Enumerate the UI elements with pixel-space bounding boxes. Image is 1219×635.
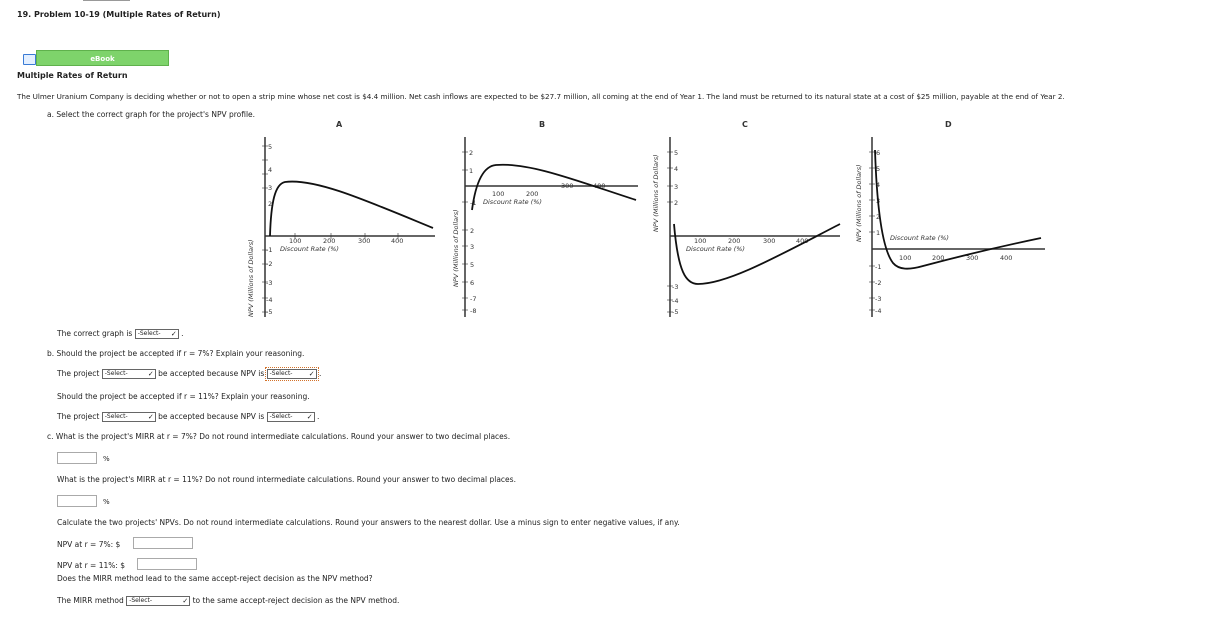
- graph-c-letter: C: [742, 120, 748, 129]
- graph-b-xtick: 100: [492, 190, 505, 198]
- graph-a-ytick: 3: [268, 184, 273, 192]
- graph-b-ytick: -8: [470, 307, 477, 315]
- chevron-down-icon: ✓: [308, 370, 315, 378]
- graph-a-ytick: -5: [266, 308, 273, 316]
- graph-d-xtick: 100: [899, 254, 912, 262]
- graph-c-xtick: 100: [694, 237, 707, 245]
- graph-a-ytick: 5: [268, 143, 273, 151]
- graph-d-xtick: 200: [932, 254, 945, 262]
- graph-d-ytick: 4: [876, 181, 881, 189]
- graph-a-ytick: -4: [266, 296, 273, 304]
- ebook-button[interactable]: eBook: [36, 50, 169, 66]
- graph-b-xtick: 400: [593, 182, 606, 190]
- npv-7-input[interactable]: [133, 537, 193, 549]
- graph-c-ytick: -4: [672, 297, 679, 305]
- graph-c-ytick: -3: [672, 283, 679, 291]
- part-c-question-1: c. What is the project's MIRR at r = 7%? Do not round intermediate calculations. Round your answer to two decimal places.: [47, 432, 511, 441]
- npv-11-input[interactable]: [137, 558, 197, 570]
- graph-c-xtick: 200: [728, 237, 741, 245]
- graph-b-ytick: 1: [469, 167, 474, 175]
- graph-d-ylabel: NPV (Millions of Dollars): [855, 164, 863, 242]
- mirr-7-input[interactable]: [57, 452, 97, 464]
- mirr-decision-select[interactable]: -Select- ✓: [126, 596, 190, 606]
- part-a-answer-row: The correct graph is -Select- ✓ .: [57, 329, 184, 338]
- graph-b-xtick: 200: [526, 190, 539, 198]
- graph-b-ytick: -1: [470, 199, 477, 207]
- graph-d-ytick: 1: [876, 229, 881, 237]
- part-a-question: a. Select the correct graph for the project's NPV profile.: [47, 110, 256, 119]
- book-icon: [23, 54, 36, 65]
- graph-a-ytick: -1: [266, 246, 273, 254]
- graph-a-ytick: 4: [268, 166, 273, 174]
- graph-c-ylabel: NPV (Millions of Dollars): [652, 154, 660, 232]
- graph-c-xlabel: Discount Rate (%): [686, 245, 745, 253]
- graph-b[interactable]: [450, 132, 650, 322]
- graph-a-xtick: 400: [391, 237, 404, 245]
- chevron-down-icon: ✓: [306, 413, 313, 421]
- graph-a-npv-curve: [270, 182, 433, 236]
- graph-a-ytick: -2: [266, 260, 273, 268]
- graph-d-ytick: 6: [876, 149, 881, 157]
- graph-d-ytick: 3: [876, 197, 881, 205]
- graph-c-ytick: -5: [672, 308, 679, 316]
- graph-d-ytick: 2: [876, 213, 881, 221]
- graph-a-letter: A: [336, 120, 343, 129]
- section-title: Multiple Rates of Return: [17, 71, 128, 80]
- mirr-row: The MIRR method -Select- ✓ to the same accept-reject decision as the NPV method.: [57, 596, 400, 605]
- graph-a-ytick: -3: [266, 279, 273, 287]
- graph-c-xtick: 300: [763, 237, 776, 245]
- graph-c-ytick: 2: [674, 199, 679, 207]
- graph-c-npv-curve: [674, 224, 840, 284]
- npv-11-label: NPV at r = 11%: $: [57, 561, 126, 570]
- graph-b-xtick: 300: [561, 182, 574, 190]
- graph-b-xlabel: Discount Rate (%): [483, 198, 542, 206]
- graph-c-xtick: 400: [796, 237, 809, 245]
- part-b-row-2: The project -Select- ✓ be accepted because NPV is -Select- ✓ .: [57, 412, 320, 421]
- chevron-down-icon: ✓: [147, 370, 154, 378]
- graph-d-npv-curve: [875, 150, 1041, 269]
- accept-select-11[interactable]: -Select- ✓: [102, 412, 156, 422]
- graph-b-ytick: 3: [470, 243, 475, 251]
- graph-c-ytick: 4: [674, 165, 679, 173]
- graph-d-xlabel: Discount Rate (%): [890, 234, 949, 242]
- graph-d-ytick: -2: [875, 279, 882, 287]
- graph-b-ytick: -7: [470, 295, 477, 303]
- graph-d-ytick: 5: [876, 165, 881, 173]
- graph-b-letter: B: [539, 120, 546, 129]
- part-b-question-2: Should the project be accepted if r = 11%? Explain your reasoning.: [57, 392, 310, 401]
- graph-b-ytick: 2: [469, 149, 474, 157]
- chevron-down-icon: ✓: [182, 597, 189, 605]
- graph-b-ytick: 6: [470, 279, 475, 287]
- mirr-question: Does the MIRR method lead to the same accept-reject decision as the NPV method?: [57, 574, 373, 583]
- chevron-down-icon: ✓: [170, 330, 177, 338]
- graph-select[interactable]: -Select- ✓: [135, 329, 179, 339]
- graph-b-ylabel: NPV (Millions of Dollars): [452, 209, 460, 287]
- part-b-question-1: b. Should the project be accepted if r = 7%? Explain your reasoning.: [47, 349, 305, 358]
- graph-b-ytick: 5: [470, 261, 475, 269]
- percent-label: %: [103, 455, 110, 463]
- npv-7-label: NPV at r = 7%: $: [57, 540, 121, 549]
- graph-c-ytick: 3: [674, 183, 679, 191]
- intro-text: The Ulmer Uranium Company is deciding whether or not to open a strip mine whose net cost is $4.4 million. Net cash inflows are expected to be $27.7 million, all coming at the end of Year 1. The land must be returned to its natural state at a cost of $25 million, payable at the end of Year 2.: [17, 92, 1065, 101]
- graph-a-xtick: 100: [289, 237, 302, 245]
- graph-d-ytick: -1: [875, 263, 882, 271]
- graph-d[interactable]: [853, 132, 1053, 322]
- graph-c[interactable]: [650, 132, 850, 322]
- graph-a-xtick: 200: [323, 237, 336, 245]
- part-a-answer-label: The correct graph is: [57, 329, 133, 338]
- graph-a[interactable]: [245, 132, 445, 322]
- part-b-row-1: The project -Select- ✓ be accepted because NPV is -Select- ✓ .: [57, 369, 322, 378]
- npv-instructions: Calculate the two projects' NPVs. Do not round intermediate calculations. Round your answers to the nearest dollar. Use a minus sign to enter negative values, if any.: [57, 518, 680, 527]
- graph-a-ylabel: NPV (Millions of Dollars): [247, 239, 255, 317]
- part-c-question-2: What is the project's MIRR at r = 11%? Do not round intermediate calculations. Round your answer to two decimal places.: [57, 475, 516, 484]
- graph-b-ytick: 2: [470, 227, 475, 235]
- mirr-11-input[interactable]: [57, 495, 97, 507]
- top-divider: [83, 0, 130, 1]
- graph-a-xtick: 300: [358, 237, 371, 245]
- graph-d-xtick: 400: [1000, 254, 1013, 262]
- graph-a-ytick: 2: [268, 200, 273, 208]
- npv-sign-select-11[interactable]: -Select- ✓: [267, 412, 315, 422]
- problem-title: 19. Problem 10-19 (Multiple Rates of Return): [17, 10, 221, 19]
- graph-a-xlabel: Discount Rate (%): [280, 245, 339, 253]
- graph-d-ytick: -3: [875, 295, 882, 303]
- graph-c-ytick: 5: [674, 149, 679, 157]
- graph-d-ytick: -4: [875, 307, 882, 315]
- accept-select-7[interactable]: -Select- ✓: [102, 369, 156, 379]
- npv-sign-select-7[interactable]: -Select- ✓: [267, 369, 317, 379]
- chevron-down-icon: ✓: [147, 413, 154, 421]
- graph-d-letter: D: [945, 120, 952, 129]
- percent-label: %: [103, 498, 110, 506]
- graph-d-xtick: 300: [966, 254, 979, 262]
